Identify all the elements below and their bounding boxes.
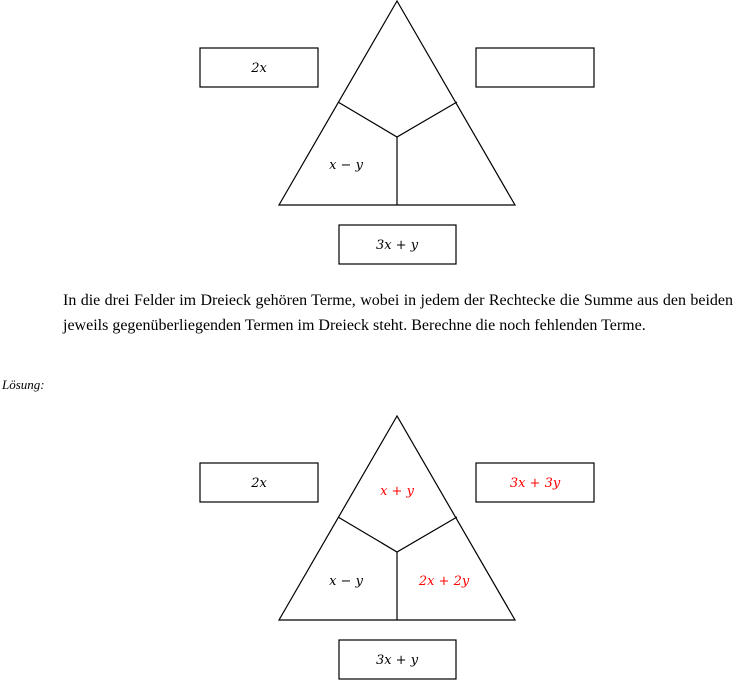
exercise-triangle-left-term: x − y bbox=[329, 158, 363, 173]
solution-field-dividers bbox=[338, 517, 457, 552]
exercise-field-dividers bbox=[338, 102, 457, 137]
solution-left-box-term: 2x bbox=[251, 476, 267, 491]
solution-heading: Lösung: bbox=[2, 377, 45, 392]
exercise-bottom-box-term: 3x + y bbox=[375, 238, 419, 253]
exercise-left-box-term: 2x bbox=[251, 61, 267, 76]
solution-right-box-term: 3x + 3y bbox=[509, 476, 561, 491]
exercise-diagram bbox=[200, 1, 594, 264]
solution-triangle-top-term: x + y bbox=[380, 484, 414, 499]
solution-triangle-right-term: 2x + 2y bbox=[418, 574, 470, 589]
solution-diagram bbox=[200, 416, 594, 679]
exercise-right-box bbox=[476, 48, 594, 87]
task-description: In die drei Felder im Dreieck gehören Terme, wobei in jedem der Rechtecke die Summe aus den beiden jeweils gegenüberliegenden Termen im Dreieck steht. Berechne die noch fehlenden Terme. bbox=[63, 292, 733, 334]
solution-bottom-box-term: 3x + y bbox=[375, 653, 419, 668]
solution-triangle-left-term: x − y bbox=[329, 574, 363, 589]
